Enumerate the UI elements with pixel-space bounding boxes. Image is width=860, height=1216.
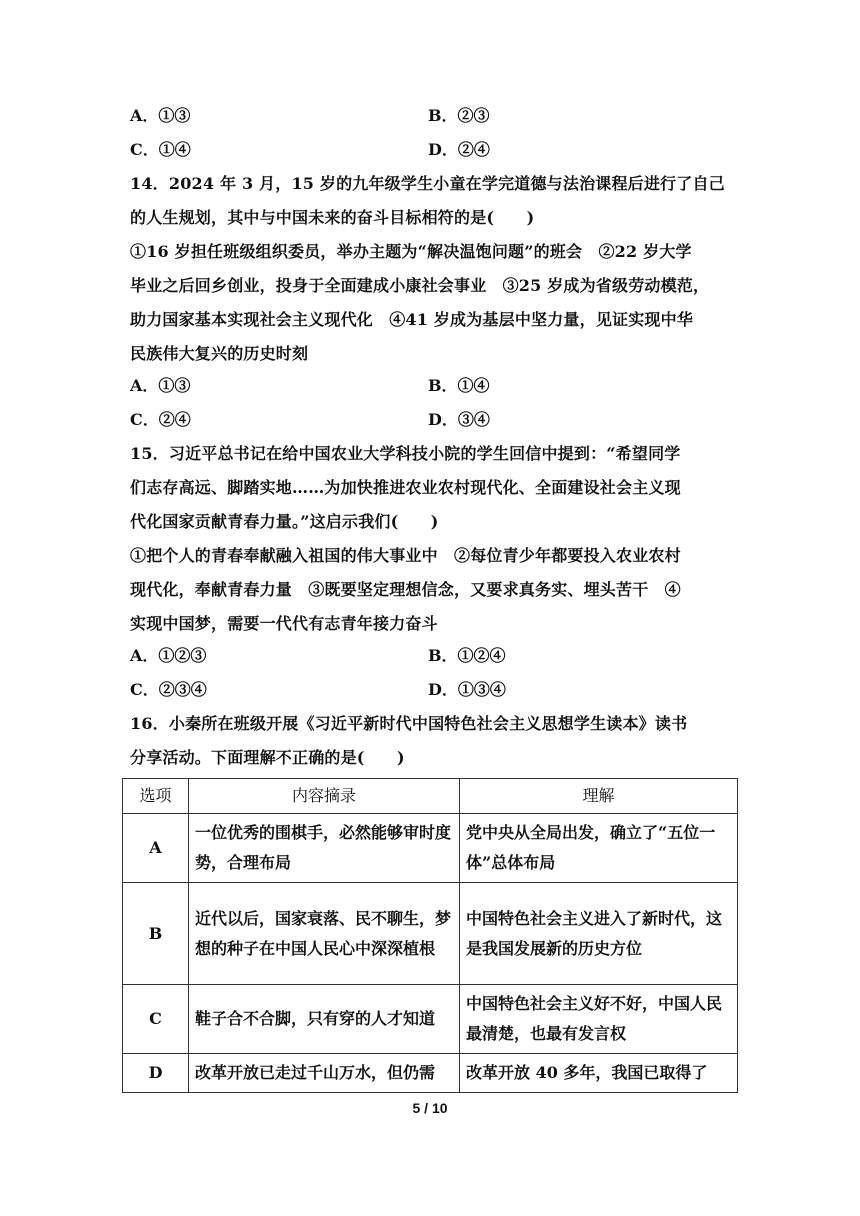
q15-option-a: A．①②③ bbox=[130, 646, 207, 665]
table-cell-understanding: 党中央从全局出发，确立了“五位一体”总体布局 bbox=[460, 814, 738, 883]
q14-option-a: A．①③ bbox=[130, 376, 191, 395]
q13-option-c: C．①④ bbox=[130, 140, 191, 159]
table-header: 选项 bbox=[123, 779, 189, 814]
q15-line: ①把个人的青春奉献融入祖国的伟大事业中 ②每位青少年都要投入农业农村 bbox=[130, 546, 681, 565]
table-cell-option: D bbox=[123, 1054, 189, 1093]
q14-option-b: B．①④ bbox=[428, 376, 490, 395]
table-cell-understanding: 中国特色社会主义进入了新时代，这是我国发展新的历史方位 bbox=[460, 883, 738, 985]
q15-line: 15．习近平总书记在给中国农业大学科技小院的学生回信中提到：“希望同学 bbox=[130, 444, 681, 463]
question-14 bbox=[130, 167, 740, 371]
q13-option-d: D．②④ bbox=[428, 140, 490, 159]
q16-line: 16．小秦所在班级开展《习近平新时代中国特色社会主义思想学生读本》读书 bbox=[130, 714, 688, 733]
q14-line: 14．2024 年 3 月，15 岁的九年级学生小童在学完道德与法治课程后进行了自己 bbox=[130, 174, 725, 193]
table-row bbox=[123, 814, 738, 883]
q13-option-a: A．①③ bbox=[130, 106, 191, 125]
table-cell-option: B bbox=[123, 883, 189, 985]
table-cell-excerpt: 一位优秀的围棋手，必然能够审时度势，合理布局 bbox=[189, 814, 460, 883]
q14-line: ①16 岁担任班级组织委员，举办主题为“解决温饱问题”的班会 ②22 岁大学 bbox=[130, 242, 692, 261]
q15-option-d: D．①③④ bbox=[428, 680, 506, 699]
q15-option-c: C．②③④ bbox=[130, 680, 207, 699]
q14-option-c: C．②④ bbox=[130, 410, 191, 429]
table-row bbox=[123, 985, 738, 1054]
q14-line: 毕业之后回乡创业，投身于全面建成小康社会事业 ③25 岁成为省级劳动模范， bbox=[130, 276, 710, 295]
q16-line: 分享活动。下面理解不正确的是( ) bbox=[130, 748, 405, 767]
q16-table bbox=[122, 778, 738, 1093]
table-cell-excerpt: 近代以后，国家衰落、民不聊生，梦想的种子在中国人民心中深深植根 bbox=[189, 883, 460, 985]
table-header: 理解 bbox=[460, 779, 738, 814]
q14-line: 的人生规划，其中与中国未来的奋斗目标相符的是( ) bbox=[130, 208, 535, 227]
table-cell-excerpt: 鞋子合不合脚，只有穿的人才知道 bbox=[189, 985, 460, 1054]
table-row bbox=[123, 883, 738, 985]
table-cell-option: C bbox=[123, 985, 189, 1054]
table-header: 内容摘录 bbox=[189, 779, 460, 814]
page-number: 5 / 10 bbox=[412, 1100, 448, 1116]
question-16 bbox=[130, 707, 740, 775]
q15-line: 现代化，奉献青春力量 ③既要坚定理想信念，又要求真务实、埋头苦干 ④ bbox=[130, 580, 681, 599]
q15-line: 实现中国梦，需要一代代有志青年接力奋斗 bbox=[130, 614, 438, 633]
table-cell-understanding: 改革开放 40 多年，我国已取得了 bbox=[460, 1054, 738, 1093]
table-cell-excerpt: 改革开放已走过千山万水，但仍需 bbox=[189, 1054, 460, 1093]
q15-line: 们志存高远、脚踏实地……为加快推进农业农村现代化、全面建设社会主义现 bbox=[130, 478, 681, 497]
q15-option-b: B．①②④ bbox=[428, 646, 506, 665]
q15-line: 代化国家贡献青春力量。”这启示我们( ) bbox=[130, 512, 439, 531]
table-header-row bbox=[123, 779, 738, 814]
table-cell-option: A bbox=[123, 814, 189, 883]
table-row bbox=[123, 1054, 738, 1093]
q14-option-d: D．③④ bbox=[428, 410, 490, 429]
q13-option-b: B．②③ bbox=[428, 106, 490, 125]
q14-line: 民族伟大复兴的历史时刻 bbox=[130, 344, 309, 363]
question-15 bbox=[130, 437, 740, 641]
q14-line: 助力国家基本实现社会主义现代化 ④41 岁成为基层中坚力量，见证实现中华 bbox=[130, 310, 694, 329]
table-cell-understanding: 中国特色社会主义好不好，中国人民最清楚，也最有发言权 bbox=[460, 985, 738, 1054]
